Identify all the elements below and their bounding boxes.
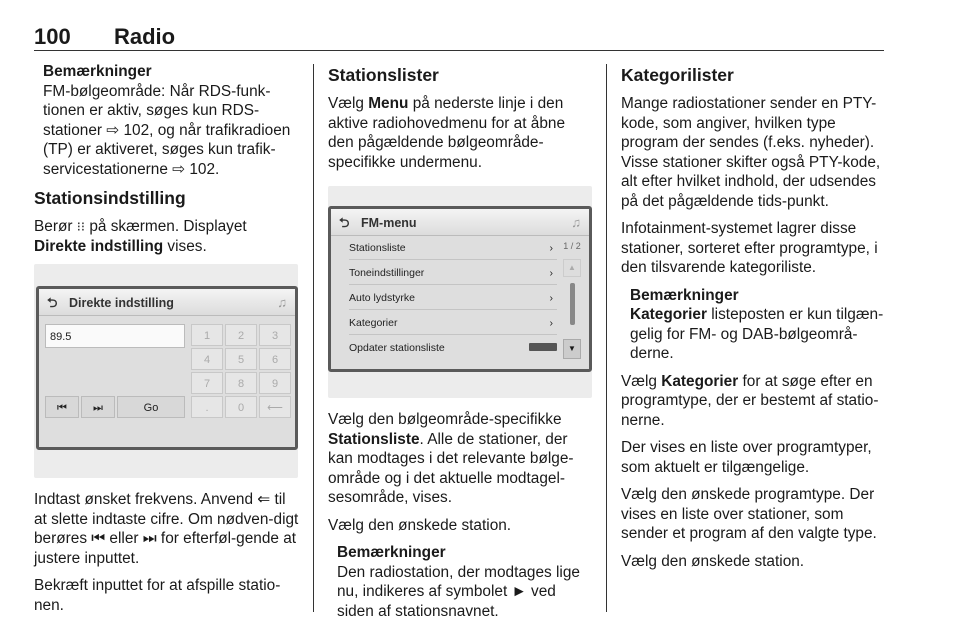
paragraph: Vælg Menu på nederste linje i den aktive radiohovedmenu for at åbne den pågældende bølgeområde-specifikke undermenu.	[328, 95, 565, 171]
screen-title: FM-menu	[361, 216, 417, 230]
key-5[interactable]: 5	[225, 348, 257, 370]
note-box: Bemærkninger Kategorier listeposten er kun tilgæn-gelig for FM- og DAB-bølgeområ-derne.	[621, 286, 891, 364]
note-title: Bemærkninger	[337, 544, 446, 561]
device-screen	[328, 206, 592, 372]
column-2	[328, 62, 590, 629]
frequency-input[interactable]: 89.5	[45, 324, 185, 348]
paragraph: Mange radiostationer sender en PTY-kode, som angiver, hvilken type program der sendes (f.eks. nyheder). Visse stationer skifter også PTY-kode, alt efter hvilket indhold, der udsendes på det pågældende tids-punkt.	[621, 95, 881, 210]
screen-title-bar	[331, 209, 589, 236]
page-number: 100	[34, 24, 71, 49]
key-3[interactable]: 3	[259, 324, 291, 346]
section-heading: Stationslister	[328, 65, 439, 85]
chevron-right-icon: ›	[549, 242, 553, 254]
menu-item-stationsliste[interactable]: Stationsliste ›	[349, 235, 557, 260]
note-text: FM-bølgeområde: Når RDS-funk-tionen er aktiv, søges kun RDS-stationer ⇨ 102, og når trafikradioen (TP) er aktiveret, søges kun trafik-servicestationerne ⇨ 102.	[43, 82, 291, 178]
paragraph: Vælg den ønskede station.	[621, 552, 805, 570]
update-progress-icon	[529, 343, 557, 351]
key-8[interactable]: 8	[225, 372, 257, 394]
screen-title-bar	[39, 289, 295, 316]
paragraph: Vælg Kategorier for at søge efter en programtype, der er bestemt af statio-nerne.	[621, 372, 879, 429]
key-6[interactable]: 6	[259, 348, 291, 370]
paragraph: Infotainment-systemet lagrer disse stationer, sorteret efter programtype, i den tilsvarende kategoriliste.	[621, 220, 878, 276]
back-icon[interactable]: ⮌	[339, 215, 350, 230]
screenshot-direct-tuning	[34, 264, 298, 478]
section-heading: Stationsindstilling	[34, 188, 186, 208]
chapter-title: Radio	[114, 24, 176, 49]
paragraph: Indtast ønsket frekvens. Anvend ⇐ til at slette indtaste cifre. Om nødven-digt berøres ⏮ eller ⏭ for efterføl-gende at justere inputtet.	[34, 491, 299, 567]
column-divider	[313, 64, 314, 612]
menu-item-kategorier[interactable]: Kategorier ›	[349, 310, 557, 335]
paragraph: Vælg den bølgeområde-specifikke Stationsliste. Alle de stationer, der kan modtages i det relevante bølge-område og i det aktuelle modtagel-sesområde, vises.	[328, 411, 574, 506]
note-box	[328, 543, 590, 621]
chevron-right-icon: ›	[549, 317, 553, 329]
scroll-up-button[interactable]: ▲	[563, 259, 581, 277]
menu-item-toneindstillinger[interactable]: Toneindstillinger ›	[349, 260, 557, 285]
key-backspace[interactable]: ⟵	[259, 396, 291, 418]
note-box	[34, 62, 300, 179]
page-header	[34, 24, 884, 51]
scroll-down-button[interactable]: ▼	[563, 339, 581, 359]
note-text: listeposten er kun tilgæn-gelig for FM- og DAB-bølgeområ-derne.	[630, 306, 884, 362]
key-1[interactable]: 1	[191, 324, 223, 346]
direct-tune-icon: ⁝⁝	[76, 219, 86, 234]
paragraph: Vælg den ønskede programtype. Der vises en liste over stationer, som sender et program af den valgte type.	[621, 486, 877, 542]
column-3	[621, 62, 891, 579]
menu-item-opdater-stationsliste[interactable]: Opdater stationsliste	[349, 335, 557, 359]
key-dot[interactable]: .	[191, 396, 223, 418]
page-indicator: 1 / 2	[563, 241, 581, 251]
note-text: Den radiostation, der modtages lige nu, indikeres af symbolet ► ved siden af stationsnavnet.	[337, 563, 580, 620]
note-title: Bemærkninger	[630, 286, 739, 304]
back-icon[interactable]: ⮌	[47, 295, 58, 310]
column-divider	[606, 64, 607, 612]
music-icon: ♫	[277, 295, 287, 310]
key-9[interactable]: 9	[259, 372, 291, 394]
paragraph: Vælg den ønskede station.	[328, 516, 512, 534]
menu-item-auto-lydstyrke[interactable]: Auto lydstyrke ›	[349, 285, 557, 310]
paragraph: Bekræft inputtet for at afspille statio-nen.	[34, 577, 281, 614]
scrollbar[interactable]	[563, 237, 581, 369]
screenshot-fm-menu	[328, 186, 592, 398]
paragraph: Berør ⁝⁝ på skærmen. Displayet Direkte indstilling vises.	[34, 218, 247, 255]
seek-forward-button[interactable]: ⏭	[81, 396, 115, 418]
key-7[interactable]: 7	[191, 372, 223, 394]
chevron-right-icon: ›	[549, 292, 553, 304]
music-icon: ♫	[571, 215, 581, 230]
scroll-thumb[interactable]	[570, 283, 575, 325]
go-button[interactable]: Go	[117, 396, 185, 418]
screen-title: Direkte indstilling	[69, 296, 174, 310]
seek-back-button[interactable]: ⏮	[45, 396, 79, 418]
note-title: Bemærkninger	[43, 63, 152, 80]
chevron-right-icon: ›	[549, 267, 553, 279]
column-1	[34, 62, 300, 623]
device-screen	[36, 286, 298, 450]
section-heading: Kategorilister	[621, 65, 734, 85]
key-0[interactable]: 0	[225, 396, 257, 418]
key-4[interactable]: 4	[191, 348, 223, 370]
paragraph: Der vises en liste over programtyper, som aktuelt er tilgængelige.	[621, 439, 872, 476]
key-2[interactable]: 2	[225, 324, 257, 346]
